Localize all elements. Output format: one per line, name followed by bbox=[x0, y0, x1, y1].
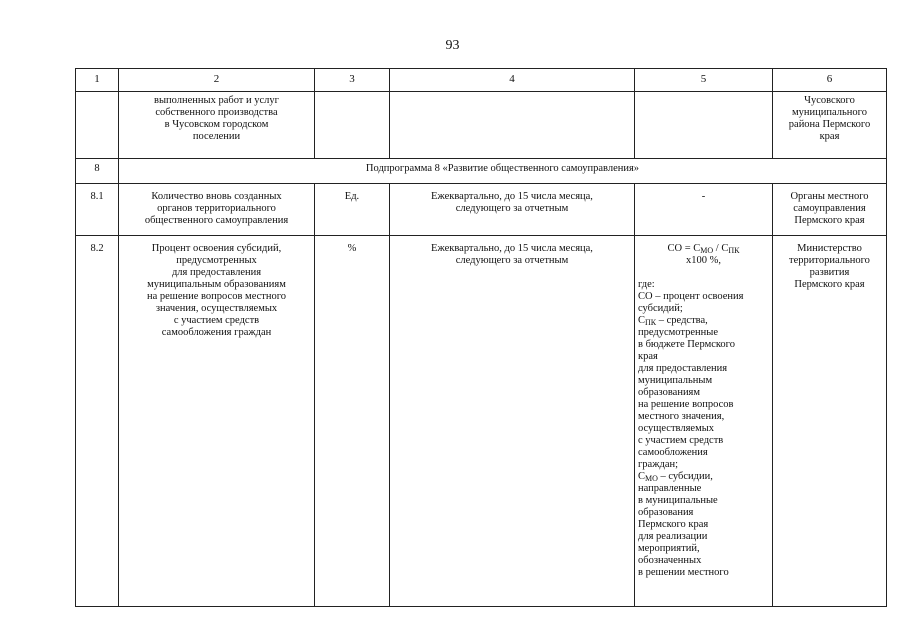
row-number-cell: 8 bbox=[76, 159, 119, 184]
method-cell bbox=[635, 92, 773, 159]
responsible-cell: Чусовского муниципального района Пермского края bbox=[773, 92, 887, 159]
responsible-cell: Органы местного самоуправления Пермского края bbox=[773, 184, 887, 236]
periodicity-cell bbox=[390, 92, 635, 159]
indicator-cell: Процент освоения субсидий, предусмотренных для предоставления муниципальным образованиям на решение вопросов местного значения, осуществляемых с участием средств самообложения граждан bbox=[119, 236, 315, 607]
table-row bbox=[76, 92, 887, 159]
row-number-cell: 8.1 bbox=[76, 184, 119, 236]
indicators-table bbox=[75, 68, 887, 607]
indicator-cell: Количество вновь созданных органов территориального общественного самоуправления bbox=[119, 184, 315, 236]
header-cell: 1 bbox=[76, 69, 119, 92]
subprogram-title: Подпрограмма 8 «Развитие общественного самоуправления» bbox=[119, 159, 887, 184]
header-cell: 3 bbox=[315, 69, 390, 92]
formula-co-definition: СО – процент освоения субсидий; bbox=[638, 291, 744, 314]
periodicity-cell: Ежеквартально, до 15 числа месяца, следующего за отчетным bbox=[390, 236, 635, 607]
row-number-cell: 8.2 bbox=[76, 236, 119, 607]
page-number: 93 bbox=[445, 38, 460, 53]
row-number-cell bbox=[76, 92, 119, 159]
unit-cell: Ед. bbox=[315, 184, 390, 236]
table-header-row bbox=[76, 69, 887, 92]
formula-multiplier: х100 %, bbox=[686, 255, 721, 266]
header-cell: 6 bbox=[773, 69, 887, 92]
header-cell: 5 bbox=[635, 69, 773, 92]
periodicity-cell: Ежеквартально, до 15 числа месяца, следующего за отчетным bbox=[390, 184, 635, 236]
method-cell bbox=[635, 236, 773, 607]
method-cell: - bbox=[635, 184, 773, 236]
formula-cpk-definition: $С_{ПК}$ – средства, предусмотренные в бюджете Пермского края для предоставления муниципальным образованиям на решение вопросов местного значения, осуществляемых с участием средств самообложения граждан; bbox=[638, 315, 735, 470]
subprogram-row bbox=[76, 159, 887, 184]
unit-cell bbox=[315, 92, 390, 159]
formula-cmo-definition: $С_{МО}$ – субсидии, направленные в муниципальные образования Пермского края для реализации мероприятий, обозначенных в решении местного bbox=[638, 471, 729, 578]
table-row bbox=[76, 236, 887, 607]
responsible-cell: Министерство территориального развития Пермского края bbox=[773, 236, 887, 607]
header-cell: 2 bbox=[119, 69, 315, 92]
indicator-cell: выполненных работ и услуг собственного производства в Чусовском городском поселении bbox=[119, 92, 315, 159]
header-cell: 4 bbox=[390, 69, 635, 92]
formula-where: где: bbox=[638, 279, 655, 290]
table-row bbox=[76, 184, 887, 236]
unit-cell: % bbox=[315, 236, 390, 607]
formula-line: СО = $С_{МО} / С_{ПК}$ bbox=[667, 243, 740, 255]
